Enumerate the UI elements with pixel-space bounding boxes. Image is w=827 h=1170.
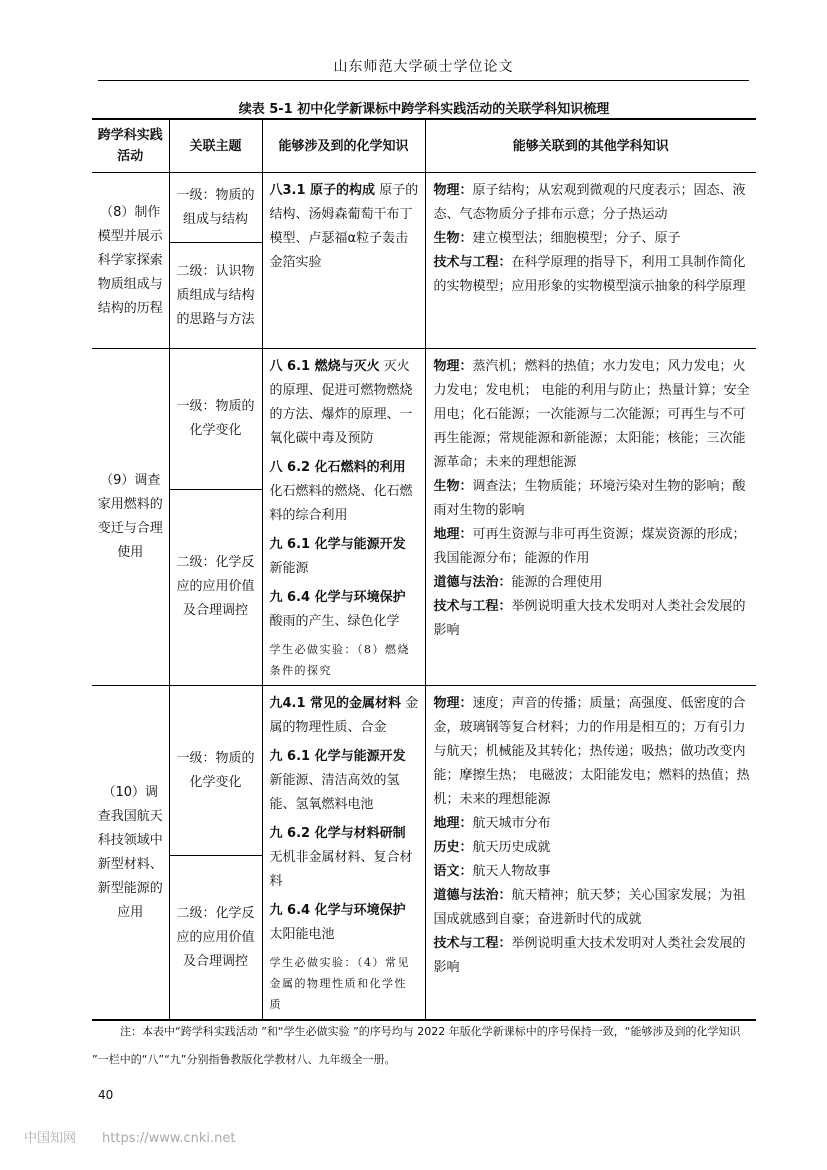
header-theme: 关联主题 [169,119,262,173]
subject-text: 在科学原理的指导下，利用工具制作简化的实物模型；应用形象的实物模型演示抽象的科学原理 [433,255,746,294]
subject-entry [434,251,751,299]
subject-text: 可再生资源与非可再生资源；煤炭资源的形成；我国能源分布；能源的作用 [433,527,746,566]
chem-knowledge-text: 灭火的原理、促进可燃物燃烧的方法、爆炸的原理、一氧化碳中毒及预防 [269,359,413,446]
table-header-row [92,119,756,173]
table-row [92,349,756,490]
subject-label: 道德与法治： [433,888,512,903]
chem-knowledge-text: 无机非金属材料、复合材料 [269,850,413,889]
chem-knowledge-item [270,586,419,634]
subject-text: 航天精神；航天梦；关心国家发展；为祖国成就感到自豪；奋进新时代的成就 [433,888,746,927]
subject-text: 航天人物故事 [472,864,551,879]
chem-knowledge-item [270,692,419,740]
chapter-ref: 九4.1 常见的金属材料 [269,696,402,711]
subject-entry [434,692,751,812]
theme-level1-cell: 一级：物质的化学变化 [169,349,262,490]
watermark-url: https://www.cnki.net [102,1131,236,1146]
subject-entry [434,227,751,251]
chem-knowledge-cell [262,686,425,1021]
subject-text: 能源的合理使用 [511,575,603,590]
subject-text: 航天历史成就 [472,840,551,855]
subject-label: 地理： [433,816,473,831]
chem-knowledge-item [270,179,419,275]
subject-label: 道德与法治： [433,575,512,590]
subject-entry [434,836,751,860]
subject-label: 技术与工程： [433,936,512,951]
subject-entry [434,571,751,595]
chem-knowledge-item [270,899,419,947]
required-experiment: 学生必做实验：（8）燃烧条件的探究 [269,643,410,677]
subject-label: 物理： [433,696,473,711]
running-title: 山东师范大学硕士学位论文 [333,59,514,75]
chem-knowledge-text: 新能源、清洁高效的氢能、氢氧燃料电池 [269,773,400,812]
chem-knowledge-item [270,533,419,581]
knowledge-table [92,118,756,1021]
page-number: 40 [98,1088,114,1102]
header-chem: 能够涉及到的化学知识 [262,119,425,173]
subject-label: 物理： [433,183,473,198]
subject-label: 技术与工程： [433,599,512,614]
subject-label: 物理： [433,359,473,374]
chapter-ref: 九 6.1 化学与能源开发 [269,749,406,764]
table-caption: 续表 5-1 初中化学新课标中跨学科实践活动的关联学科知识梳理 [238,102,610,117]
watermark [24,1127,261,1146]
other-subject-cell [425,349,756,686]
subject-entry [434,884,751,932]
subject-entry [434,179,751,227]
subject-text: 举例说明重大技术发明对人类社会发展的影响 [433,936,746,975]
chapter-ref: 九 6.4 化学与环境保护 [269,903,406,918]
chapter-ref: 八 6.2 化石燃料的利用 [269,460,406,475]
subject-text: 速度；声音的传播；质量；高强度、低密度的合金，玻璃钢等复合材料；力的作用是相互的；万有引力与航天；机械能及其转化；热传递；吸热；做功改变内能；摩擦生热； 电磁波；太阳能发电；燃料的热值；热机；未来的理想能源 [433,696,750,807]
subject-text: 建立模型法；细胞模型；分子、原子 [472,231,681,246]
chapter-ref: 九 6.4 化学与环境保护 [269,590,406,605]
theme-level2-cell: 二级：化学反应的应用价值及合理调控 [169,856,262,1020]
table-row [92,173,756,243]
header-activity: 跨学科实践活动 [92,119,169,173]
subject-label: 生物： [433,231,473,246]
theme-level2-cell: 二级：认识物质组成与结构的思路与方法 [169,243,262,349]
activity-cell: （10）调查我国航天科技领域中新型材料、新型能源的应用 [92,686,169,1021]
subject-entry [434,475,751,523]
other-subject-cell [425,686,756,1021]
subject-text: 调查法；生物质能；环境污染对生物的影响；酸雨对生物的影响 [433,479,746,518]
subject-entry [434,523,751,571]
subject-entry [434,932,751,980]
chem-knowledge-cell [262,349,425,686]
chem-knowledge-text: 化石燃料的燃烧、化石燃料的综合利用 [269,484,413,523]
chapter-ref: 八3.1 原子的构成 [269,183,376,198]
watermark-site: 中国知网 [24,1131,77,1146]
subject-text: 蒸汽机；燃料的热值；水力发电；风力发电；火力发电；发电机； 电能的利用与防止；热量计算；安全用电；化石能源；一次能源与二次能源；可再生与不可再生能源；常规能源和新能源；太阳能；核能；三次能源革命；未来的理想能源 [433,359,750,470]
chapter-ref: 九 6.2 化学与材料研制 [269,826,406,841]
table-row [92,686,756,856]
theme-level2-cell: 二级：化学反应的应用价值及合理调控 [169,489,262,685]
subject-entry [434,595,751,643]
subject-entry [434,860,751,884]
subject-label: 生物： [433,479,473,494]
subject-entry [434,355,751,475]
chem-knowledge-text: 酸雨的产生、绿色化学 [269,614,400,629]
subject-entry [434,812,751,836]
chem-knowledge-text: 金属的物理性质、合金 [269,696,419,735]
header-rule [98,80,749,81]
chem-knowledge-text: 新能源 [269,561,309,576]
activity-cell: （8）制作模型并展示科学家探索物质组成与结构的历程 [92,173,169,349]
subject-label: 语文： [433,864,473,879]
theme-level1-cell: 一级：物质的组成与结构 [169,173,262,243]
header-other: 能够关联到的其他学科知识 [425,119,756,173]
other-subject-cell [425,173,756,349]
chem-knowledge-item [270,355,419,451]
theme-level1-cell: 一级：物质的化学变化 [169,686,262,856]
chapter-ref: 八 6.1 燃烧与灭火 [269,359,380,374]
subject-text: 原子结构；从宏观到微观的尺度表示；固态、液态、气态物质分子排布示意；分子热运动 [433,183,746,222]
chem-knowledge-item [270,745,419,817]
subject-text: 航天城市分布 [472,816,551,831]
subject-label: 历史： [433,840,473,855]
chem-knowledge-item [270,456,419,528]
chem-knowledge-text: 太阳能电池 [269,927,335,942]
required-experiment: 学生必做实验：（4）常见金属的物理性质和化学性质 [269,956,410,1011]
chem-knowledge-cell [262,173,425,349]
activity-cell: （9）调查家用燃料的变迁与合理使用 [92,349,169,686]
table-note: 注：本表中“跨学科实践活动 ”和“学生必做实验 ”的序号均与 2022 年版化学新课标中的序号保持一致，“能够涉及到的化学知识 ”一栏中的“八”“九”分别指鲁教版化学教材八、九年级全一册。 [92,1025,741,1066]
subject-label: 地理： [433,527,473,542]
subject-label: 技术与工程： [433,255,512,270]
subject-text: 举例说明重大技术发明对人类社会发展的影响 [433,599,746,638]
chem-knowledge-item [270,822,419,894]
chem-knowledge-text: 原子的结构、汤姆森葡萄干布丁模型、卢瑟福α粒子轰击金箔实验 [269,183,419,270]
chapter-ref: 九 6.1 化学与能源开发 [269,537,406,552]
